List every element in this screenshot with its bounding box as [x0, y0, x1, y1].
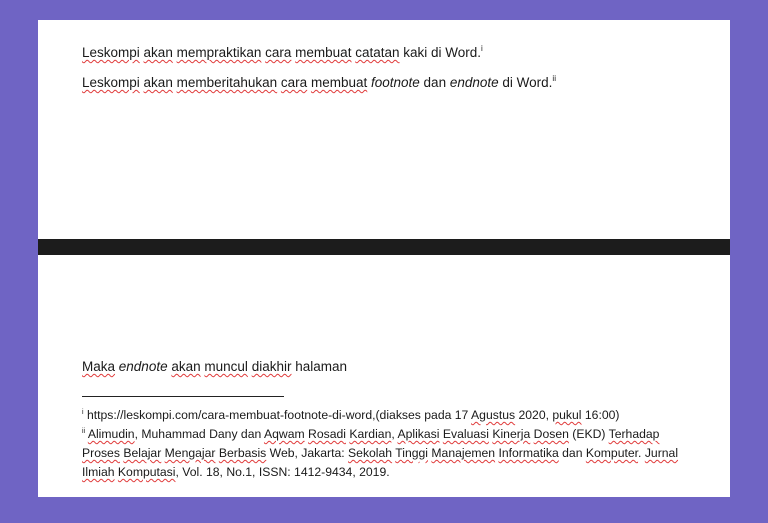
- endnote-reference-i[interactable]: i: [481, 44, 483, 53]
- endnote-2-line-3[interactable]: Ilmiah Komputasi, Vol. 18, No.1, ISSN: 1412-9434, 2019.: [82, 465, 390, 479]
- paragraph-line-1[interactable]: Leskompi akan mempraktikan cara membuat catatan kaki di Word.$^i$: [82, 44, 483, 60]
- paragraph-line-2[interactable]: Leskompi akan memberitahukan cara membuat footnote dan endnote di Word.$^{ii}$: [82, 74, 556, 90]
- page-break-divider: [38, 239, 730, 255]
- endnote-1[interactable]: $^i$ https://leskompi.com/cara-membuat-footnote-di-word,(diakses pada 17 Agustus 2020, pukul 16:00): [82, 408, 620, 422]
- endnote-reference-ii[interactable]: ii: [552, 74, 556, 83]
- endnote-separator: [82, 396, 284, 397]
- paragraph-line-3[interactable]: Maka endnote akan muncul diakhir halaman: [82, 359, 348, 374]
- endnote-2-line-1[interactable]: $^{ii}$ Alimudin, Muhammad Dany dan Aqwam Rosadi Kardian, Aplikasi Evaluasi Kinerja Dosen (EKD) Terhadap: [82, 427, 660, 441]
- document-frame: [38, 20, 730, 497]
- endnote-2-line-2[interactable]: Proses Belajar Mengajar Berbasis Web, Jakarta: Sekolah Tinggi Manajemen Informatika dan Komputer. Jurnal: [82, 446, 679, 460]
